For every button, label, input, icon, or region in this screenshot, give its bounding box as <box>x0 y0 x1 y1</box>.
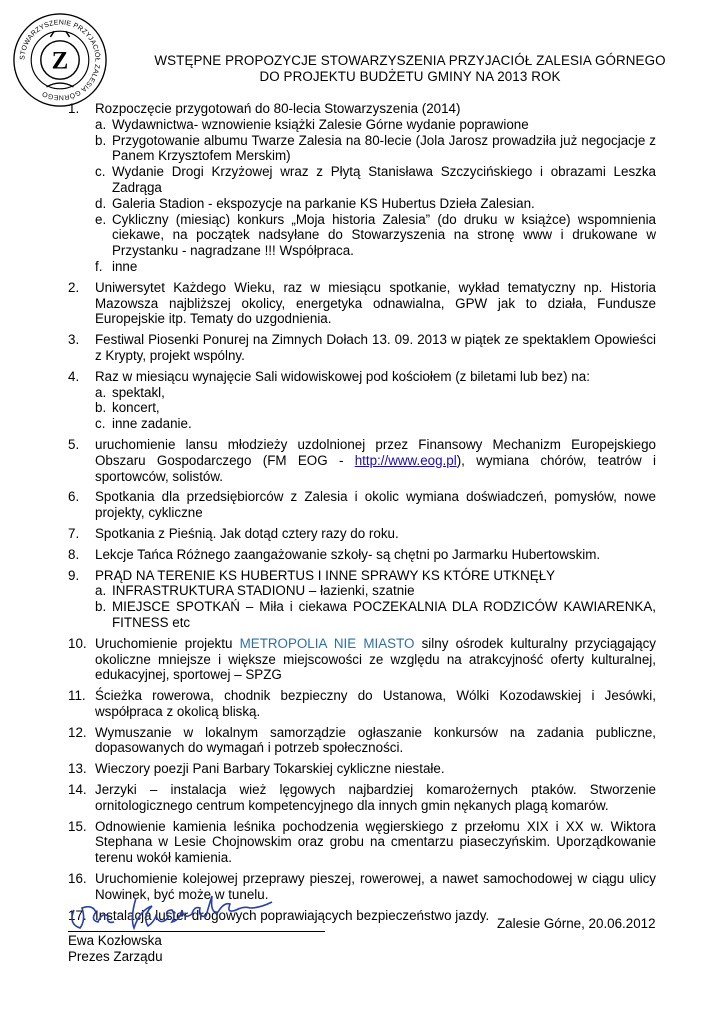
item-text: Spotkania dla przedsiębiorców z Zalesia i okolic wymiana doświadczeń, pomysłów, nowe projekty, cykliczne <box>95 489 656 521</box>
sub-item-text: MIEJSCE SPOTKAŃ – Miła i ciekawa POCZEKALNIA DLA RODZICÓW KAWIARENKA, FITNESS etc <box>112 599 656 630</box>
sub-item-text: Cykliczny (miesiąc) konkurs „Moja historia Zalesia” (do druku w książce) wspomnienia ciekawe, na początek nadsyłane do Stowarzyszenia na stronę www i drukowane w Przystanku - nagradzane !!! Współpraca. <box>112 211 656 259</box>
sub-item-letter: b. <box>95 400 107 416</box>
handwritten-signature <box>66 890 326 934</box>
signatory-role: Prezes Zarządu <box>68 949 163 964</box>
list-item <box>68 547 656 563</box>
item-number: 1. <box>68 101 80 116</box>
list-item <box>68 688 656 720</box>
sub-item <box>95 599 656 631</box>
sub-item-letter: a. <box>95 384 107 400</box>
sub-item-text: koncert, <box>112 400 160 416</box>
item-text: Lekcje Tańca Różnego zaangażowanie szkoły- są chętni po Jarmarku Hubertowskim. <box>95 546 601 562</box>
sub-item-text: INFRASTRUKTURA STADIONU – łazienki, szatnie <box>112 583 415 599</box>
item-number: 5. <box>68 436 80 452</box>
sub-item-letter: e. <box>95 211 107 227</box>
sub-item <box>95 385 656 401</box>
item-text: Wymuszanie w lokalnym samorządzie ogłaszanie konkursów na zadania publiczne, dopasowanych do wymagań i potrzeb społeczności. <box>95 724 656 756</box>
sub-item-letter: c. <box>95 416 106 432</box>
list-item <box>68 437 656 484</box>
item-number: 4. <box>68 368 80 384</box>
item-text: Rozpoczęcie przygotowań do 80-lecia Stowarzyszenia (2014) <box>95 101 461 116</box>
item-number: 12. <box>68 724 87 740</box>
item-text: Jerzyki – instalacja wież lęgowych najbardziej komarożernych ptaków. Stworzenie ornitologicznego centrum kompetencyjnego dla innych gmin nękanych plagą komarów. <box>95 782 656 813</box>
place-and-date: Zalesie Górne, 20.06.2012 <box>497 916 656 931</box>
item-number: 11. <box>68 688 86 704</box>
document-title <box>110 53 710 85</box>
list-item <box>68 636 656 683</box>
list-item <box>68 782 656 814</box>
item-number: 7. <box>68 525 80 541</box>
signature-line <box>68 931 325 932</box>
sub-item-text: spektakl, <box>112 384 165 400</box>
project-name-highlight: METROPOLIA NIE MIASTO <box>239 635 415 651</box>
sub-item <box>95 416 656 432</box>
sub-item-text: inne <box>112 258 138 274</box>
item-number: 8. <box>68 546 80 562</box>
list-item <box>68 526 656 542</box>
sub-item-text: Przygotowanie albumu Twarze Zalesia na 80-lecie (Jola Jarosz prowadziła już negocjacje z Panem Krzysztofem Merskim) <box>112 132 656 164</box>
item-text <box>95 636 656 683</box>
list-item <box>68 332 656 364</box>
sub-item <box>95 400 656 416</box>
item-number: 9. <box>68 567 80 583</box>
item-text: PRĄD NA TERENIE KS HUBERTUS I INNE SPRAWY KS KTÓRE UTKNĘŁY <box>95 567 556 583</box>
item-number: 16. <box>68 871 87 887</box>
sub-item-text: inne zadanie. <box>112 416 192 432</box>
sub-item <box>95 133 656 165</box>
sub-item <box>95 212 656 259</box>
item-number: 3. <box>68 332 80 348</box>
sub-item-text: Wydanie Drogi Krzyżowej wraz z Płytą Stanisława Szczycińskiego i obrazami Leszka Zadrąga <box>112 164 656 195</box>
sub-item-text: Galeria Stadion - ekspozycje na parkanie KS Hubertus Dzieła Zalesian. <box>112 195 535 211</box>
item-number: 6. <box>68 489 80 505</box>
sub-item-letter: b. <box>95 132 107 148</box>
item-number: 14. <box>68 782 87 798</box>
list-item <box>68 761 656 777</box>
signatory-name: Ewa Kozłowska <box>68 933 162 948</box>
sub-item <box>95 164 656 196</box>
item-text-part: ), wymiana chórów, teatrów i sportowców, solistów. <box>95 452 656 484</box>
sub-item <box>95 259 656 275</box>
item-text-part: Uruchomienie projektu <box>95 635 240 651</box>
item-text <box>95 437 656 484</box>
sub-item-letter: a. <box>95 116 107 132</box>
sub-item-letter: c. <box>95 164 106 180</box>
list-item <box>68 280 656 327</box>
title-line-2: DO PROJEKTU BUDŻETU GMINY NA 2013 ROK <box>259 69 561 84</box>
sub-item-text: Wydawnictwa- wznowienie książki Zalesie Górne wydanie poprawione <box>112 116 529 132</box>
item-number: 15. <box>68 818 87 834</box>
list-item <box>68 101 656 275</box>
proposal-list <box>68 101 656 928</box>
item-text: Uniwersytet Każdego Wieku, raz w miesiącu spotkanie, wykład tematyczny np. Historia Mazowsza najbliższej okolicy, energetyka odnawialna, GPW jak to działa, Fundusze Europejskie itp. Tematy do uzgodnienia. <box>95 279 656 327</box>
item-text: Raz w miesiącu wynajęcie Sali widowiskowej pod kościołem (z biletami lub bez) na: <box>95 368 590 384</box>
sub-item <box>95 117 656 133</box>
item-text: Spotkania z Pieśnią. Jak dotąd cztery razy do roku. <box>95 525 399 541</box>
seal-monogram: Z <box>51 47 69 75</box>
item-number: 2. <box>68 279 80 295</box>
item-text: Uruchomienie kolejowej przeprawy pieszej, rowerowej, a nawet samochodowej w ciągu ulicy Nowinek, być może w tunelu. <box>95 871 656 902</box>
list-item <box>68 568 656 631</box>
item-number: 13. <box>68 761 87 777</box>
eog-link[interactable]: http://www.eog.pl <box>354 452 457 468</box>
item-text: Odnowienie kamienia leśnika pochodzenia węgierskiego z przełomu XIX i XX w. Wiktora Stephana w Lesie Chojnowskim oraz grobu na cmentarzu piaseczyńskim. Uporządkowanie terenu wokół kamienia. <box>95 818 656 866</box>
item-text: Ścieżka rowerowa, chodnik bezpieczny do Ustanowa, Wólki Kozodawskiej i Jesówki, współpraca z okolicą bliską. <box>95 688 656 719</box>
item-number: 10. <box>68 635 87 651</box>
sub-item-letter: b. <box>95 599 107 615</box>
item-text: Festiwal Piosenki Ponurej na Zimnych Dołach 13. 09. 2013 w piątek ze spektaklem Opowieści z Krypty, projekt wspólny. <box>95 332 656 363</box>
item-text-part: silny ośrodek kulturalny przyciągający okoliczne mniejsze i większe miejscowości ze względu na atrakcyjność oferty kulturalnej, edukacyjnej, sportowej – SPZG <box>95 635 656 683</box>
list-item <box>68 725 656 757</box>
signatory-block <box>68 933 163 965</box>
list-item <box>68 369 656 432</box>
association-seal-logo <box>12 12 108 108</box>
item-number: 17. <box>68 907 87 923</box>
item-text: Wieczory poezji Pani Barbary Tokarskiej cykliczne niestałe. <box>95 761 445 777</box>
sub-item <box>95 196 656 212</box>
list-item <box>68 489 656 521</box>
title-line-1: WSTĘPNE PROPOZYCJE STOWARZYSZENIA PRZYJACIÓŁ ZALESIA GÓRNEGO <box>154 53 666 68</box>
sub-item-letter: d. <box>95 195 107 211</box>
sub-item-letter: a. <box>95 583 107 599</box>
sub-item-letter: f. <box>95 258 103 274</box>
item-text: Instalacja luster drogowych poprawiających bezpieczeństwo jazdy. <box>95 907 490 923</box>
item-text-part: uruchomienie lansu młodzieży uzdolnionej przez Finansowy Mechanizm Europejskiego Obszaru Gospodarczego (FM EOG - <box>95 436 656 468</box>
list-item <box>68 819 656 866</box>
sub-item <box>95 583 656 599</box>
seal-text: STOWARZYSZENIE PRZYJACIÓŁ ZALESIA GÓRNEGO <box>19 19 101 101</box>
